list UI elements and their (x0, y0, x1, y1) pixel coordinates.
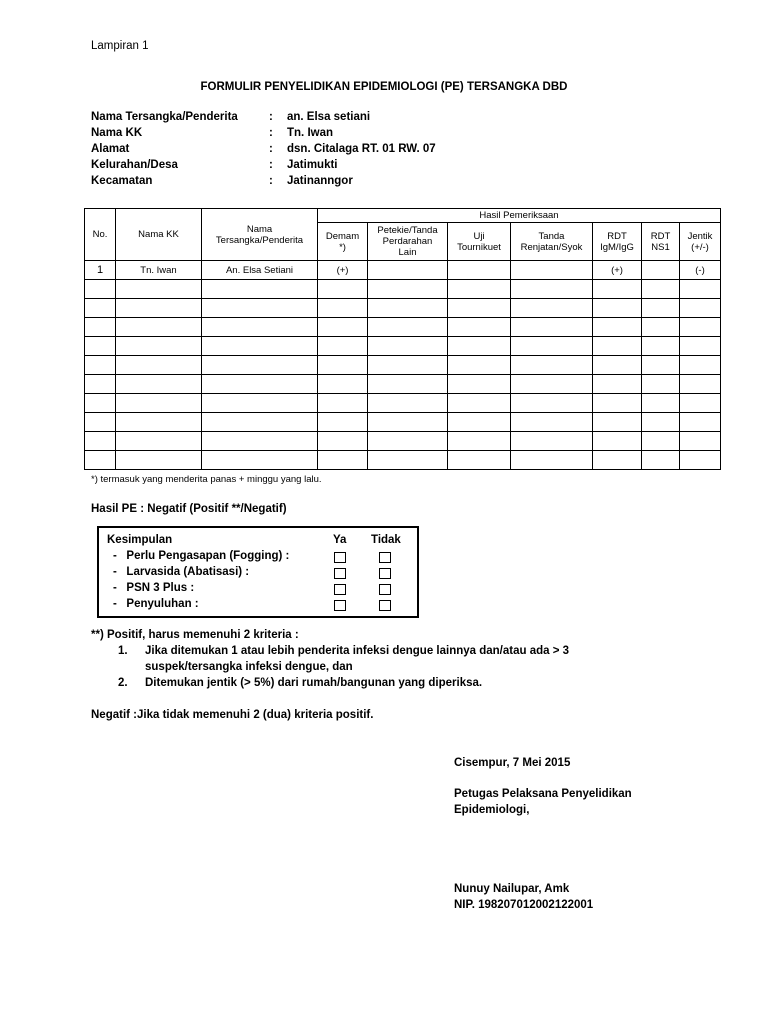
table-cell (593, 375, 642, 394)
table-cell (85, 394, 116, 413)
table-cell (368, 337, 448, 356)
table-cell (448, 261, 511, 280)
table-cell: (+) (318, 261, 368, 280)
table-cell (511, 299, 593, 318)
identity-row-nama-tersangka (91, 111, 491, 127)
identity-row-alamat (91, 143, 491, 159)
table-cell (511, 413, 593, 432)
table-cell (448, 413, 511, 432)
table-cell (85, 356, 116, 375)
header-jentik (680, 223, 721, 261)
table-cell (202, 280, 318, 299)
identity-row-nama-kk (91, 127, 491, 143)
signature-name: Nunuy Nailupar, Amk (454, 883, 570, 895)
table-cell (318, 432, 368, 451)
identity-value: Jatinanngor (287, 175, 353, 187)
table-cell (448, 394, 511, 413)
table-cell (511, 280, 593, 299)
kesimpulan-ya-header: Ya (333, 534, 347, 546)
identity-label: Kecamatan (91, 175, 153, 187)
checkbox-penyuluhan-ya[interactable] (334, 600, 346, 611)
header-nama-tersangka (202, 209, 318, 261)
table-cell (368, 299, 448, 318)
header-text: Tersangka/Penderita (215, 234, 304, 246)
table-cell (116, 318, 202, 337)
table-cell (368, 375, 448, 394)
kriteria-item1-line1: Jika ditemukan 1 atau lebih penderita infeksi dengue lainnya dan/atau ada > 3 (145, 645, 570, 657)
table-cell (85, 432, 116, 451)
table-cell (116, 413, 202, 432)
kriteria-item1-number: 1. (118, 645, 128, 657)
table-cell (116, 356, 202, 375)
table-cell (85, 318, 116, 337)
table-cell (318, 394, 368, 413)
form-title: FORMULIR PENYELIDIKAN EPIDEMIOLOGI (PE) TERSANGKA DBD (200, 81, 568, 93)
checkbox-psn-ya[interactable] (334, 584, 346, 595)
checkbox-penyuluhan-tidak[interactable] (379, 600, 391, 611)
table-cell (680, 432, 721, 451)
header-text: Renjatan/Syok (520, 241, 583, 253)
kesimpulan-item-penyuluhan: - Penyuluhan : (113, 598, 199, 610)
header-text: Demam (325, 230, 360, 242)
table-cell (642, 299, 680, 318)
table-cell (511, 318, 593, 337)
table-row-empty (85, 375, 721, 394)
header-petekie (368, 223, 448, 261)
table-cell (511, 432, 593, 451)
table-cell (642, 451, 680, 470)
header-nama-kk: Nama KK (116, 209, 202, 261)
signature-role-line2: Epidemiologi, (454, 804, 530, 816)
table-cell: 1 (85, 261, 116, 280)
header-demam (318, 223, 368, 261)
table-cell: (+) (593, 261, 642, 280)
table-cell (593, 413, 642, 432)
table-cell (642, 432, 680, 451)
table-cell (85, 280, 116, 299)
table-cell (318, 318, 368, 337)
table-cell (116, 280, 202, 299)
table-cell (116, 394, 202, 413)
header-text: Petekie/Tanda (377, 225, 438, 236)
table-cell (202, 337, 318, 356)
table-cell (318, 299, 368, 318)
table-cell (642, 318, 680, 337)
identity-value: dsn. Citalaga RT. 01 RW. 07 (287, 143, 436, 155)
header-uji-tournikuet (448, 223, 511, 261)
table-cell (642, 394, 680, 413)
table-row-empty (85, 356, 721, 375)
header-text: IgM/IgG (600, 241, 634, 253)
table-cell (593, 280, 642, 299)
table-cell (680, 280, 721, 299)
checkbox-psn-tidak[interactable] (379, 584, 391, 595)
header-text: *) (339, 241, 346, 253)
table-cell (642, 261, 680, 280)
identity-value: Jatimukti (287, 159, 338, 171)
kesimpulan-item-fogging: - Perlu Pengasapan (Fogging) : (113, 550, 290, 562)
kesimpulan-item-psn: - PSN 3 Plus : (113, 582, 195, 594)
identity-colon: : (269, 111, 273, 123)
identity-colon: : (269, 175, 273, 187)
table-cell (85, 337, 116, 356)
identity-value: Tn. Iwan (287, 127, 333, 139)
signature-place-date: Cisempur, 7 Mei 2015 (454, 757, 571, 769)
header-hasil-pemeriksaan: Hasil Pemeriksaan (318, 209, 721, 223)
table-cell: Tn. Iwan (116, 261, 202, 280)
table-cell (448, 318, 511, 337)
table-cell (116, 432, 202, 451)
identity-colon: : (269, 127, 273, 139)
table-cell (680, 337, 721, 356)
table-cell (511, 337, 593, 356)
header-text: Perdarahan (382, 236, 433, 247)
table-cell (448, 451, 511, 470)
header-text: (+/-) (691, 241, 709, 253)
table-cell (511, 356, 593, 375)
table-cell (202, 356, 318, 375)
identity-row-kecamatan (91, 175, 491, 191)
table-cell (116, 337, 202, 356)
table-cell (680, 375, 721, 394)
table-cell (511, 261, 593, 280)
table-cell (593, 318, 642, 337)
table-cell (202, 394, 318, 413)
kesimpulan-item-label: Larvasida (Abatisasi) : (126, 566, 250, 578)
table-cell (680, 356, 721, 375)
table-cell (593, 337, 642, 356)
table-cell (642, 356, 680, 375)
kriteria-item2: Ditemukan jentik (> 5%) dari rumah/bangunan yang diperiksa. (145, 677, 483, 689)
table-cell (642, 337, 680, 356)
kesimpulan-item-label: Penyuluhan : (126, 598, 199, 610)
table-cell (511, 375, 593, 394)
table-cell (448, 299, 511, 318)
table-row-empty (85, 451, 721, 470)
lampiran-label: Lampiran 1 (91, 40, 149, 52)
table-cell (448, 337, 511, 356)
table-cell (368, 394, 448, 413)
header-text: Nama (246, 223, 273, 235)
table-row-empty (85, 394, 721, 413)
header-no: No. (85, 209, 116, 261)
table-row-empty (85, 318, 721, 337)
kesimpulan-item-larvasida: - Larvasida (Abatisasi) : (113, 566, 250, 578)
table-cell (116, 375, 202, 394)
table-cell (85, 375, 116, 394)
identity-row-kelurahan (91, 159, 491, 175)
table-row-empty (85, 337, 721, 356)
header-text: Tournikuet (457, 241, 501, 253)
checkbox-larvasida-tidak[interactable] (379, 568, 391, 579)
checkbox-fogging-tidak[interactable] (379, 552, 391, 563)
table-cell (593, 432, 642, 451)
table-cell (318, 413, 368, 432)
header-rdt-igm (593, 223, 642, 261)
table-cell (448, 375, 511, 394)
table-cell (318, 356, 368, 375)
table-cell (116, 451, 202, 470)
kriteria-item2-number: 2. (118, 677, 128, 689)
table-footnote: *) termasuk yang menderita panas + minggu yang lalu. (91, 474, 322, 485)
table-cell (511, 394, 593, 413)
table-cell (202, 375, 318, 394)
table-cell (85, 451, 116, 470)
table-cell (318, 375, 368, 394)
table-cell (642, 413, 680, 432)
checkbox-fogging-ya[interactable] (334, 552, 346, 563)
table-cell (368, 432, 448, 451)
table-cell (511, 451, 593, 470)
table-row-empty (85, 280, 721, 299)
header-text: NS1 (651, 241, 670, 253)
kesimpulan-title: Kesimpulan (107, 534, 173, 546)
table-cell (368, 280, 448, 299)
table-cell (202, 318, 318, 337)
header-text: RDT (650, 230, 671, 242)
header-text: Tanda (538, 230, 565, 242)
table-cell (202, 299, 318, 318)
table-cell (448, 432, 511, 451)
table-cell (593, 394, 642, 413)
kriteria-item1-line2: suspek/tersangka infeksi dengue, dan (145, 661, 353, 673)
table-cell (448, 356, 511, 375)
table-cell (85, 299, 116, 318)
table-cell (680, 451, 721, 470)
identity-label: Nama KK (91, 127, 143, 139)
table-cell (318, 280, 368, 299)
table-cell (368, 318, 448, 337)
header-rdt-ns1 (642, 223, 680, 261)
negatif-definition: Negatif :Jika tidak memenuhi 2 (dua) kriteria positif. (91, 709, 374, 721)
header-text: RDT (607, 230, 627, 242)
table-cell (368, 356, 448, 375)
kriteria-intro: **) Positif, harus memenuhi 2 kriteria : (91, 629, 299, 641)
examination-table (84, 208, 721, 470)
table-cell (680, 413, 721, 432)
table-cell (642, 280, 680, 299)
table-cell (318, 451, 368, 470)
identity-label: Nama Tersangka/Penderita (91, 111, 238, 123)
identity-colon: : (269, 159, 273, 171)
table-cell (202, 413, 318, 432)
identity-colon: : (269, 143, 273, 155)
table-cell (593, 299, 642, 318)
table-cell (318, 337, 368, 356)
table-cell (368, 451, 448, 470)
signature-nip: NIP. 198207012002122001 (454, 899, 594, 911)
table-cell (85, 413, 116, 432)
table-cell (448, 280, 511, 299)
table-cell (593, 451, 642, 470)
kesimpulan-item-label: Perlu Pengasapan (Fogging) : (126, 550, 290, 562)
table-row-empty (85, 413, 721, 432)
header-tanda-renjatan (511, 223, 593, 261)
header-text: Jentik (687, 230, 713, 242)
table-cell (680, 394, 721, 413)
table-cell: (-) (680, 261, 721, 280)
table-cell (368, 413, 448, 432)
header-text: Lain (398, 247, 417, 258)
table-cell (116, 299, 202, 318)
table-cell (642, 375, 680, 394)
identity-label: Alamat (91, 143, 130, 155)
table-cell (680, 299, 721, 318)
table-row-empty (85, 299, 721, 318)
hasil-pe: Hasil PE : Negatif (Positif **/Negatif) (91, 503, 287, 515)
identity-label: Kelurahan/Desa (91, 159, 178, 171)
table-row-empty (85, 432, 721, 451)
kesimpulan-item-label: PSN 3 Plus : (126, 582, 195, 594)
table-cell (202, 451, 318, 470)
signature-role-line1: Petugas Pelaksana Penyelidikan (454, 788, 632, 800)
checkbox-larvasida-ya[interactable] (334, 568, 346, 579)
header-text: Uji (473, 230, 485, 242)
identity-value: an. Elsa setiani (287, 111, 371, 123)
table-cell: An. Elsa Setiani (202, 261, 318, 280)
table-cell (368, 261, 448, 280)
table-cell (680, 318, 721, 337)
kesimpulan-tidak-header: Tidak (371, 534, 401, 546)
table-cell (593, 356, 642, 375)
table-cell (202, 432, 318, 451)
